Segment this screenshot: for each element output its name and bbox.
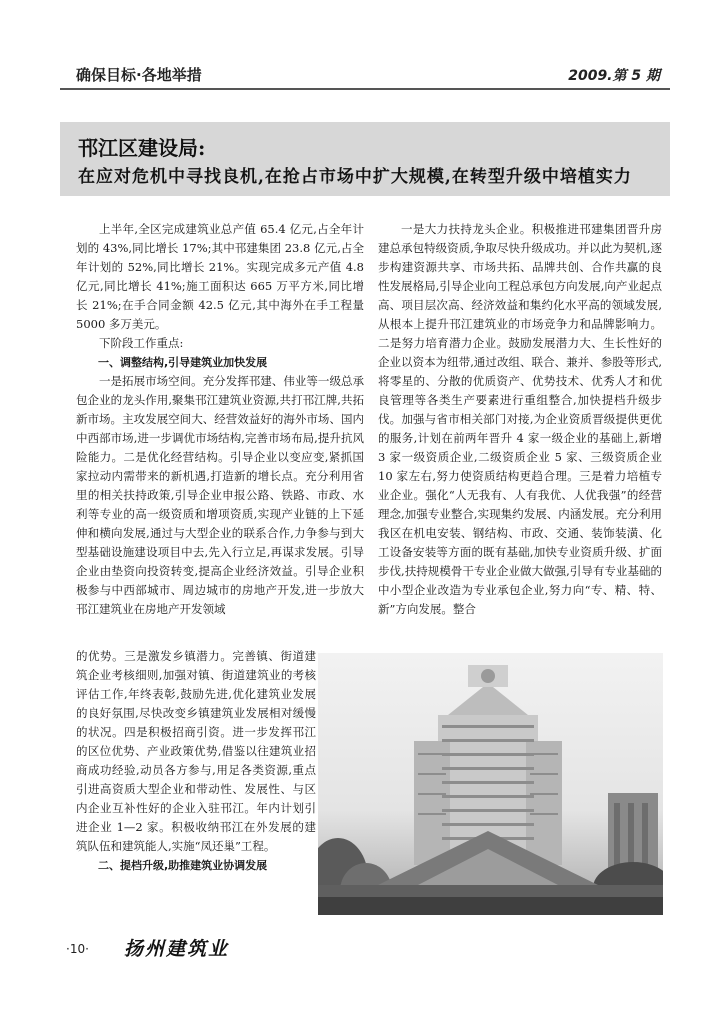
right-column [378,220,662,619]
page-header [60,60,670,90]
page-number: ·10· [66,942,89,956]
paragraph: 下阶段工作重点: [99,336,184,350]
article-subtitle: 在应对危机中寻找良机,在抢占市场中扩大规模,在转型升级中培植实力 [78,167,632,187]
paragraph: 一是大力扶持龙头企业。积极推进邗建集团晋升房建总承包特级资质,争取尽快升级成功。并以此为契机,逐步构建资源共享、市场共拓、品牌共创、合作共赢的良性发展格局,引导企业向工程总承包方向发展,向产业起点高、项目层次高、经济效益和集约化水平高的领域发展,从根本上提升邗江建筑业的市场竞争力和品牌影响力。二是努力培育潜力企业。鼓励发展潜力大、生长性好的企业以资本为纽带,通过改组、联合、兼并、参股等形式,将零星的、分散的优质资产、优势技术、优秀人才和优良管理等各类生产要素进行重组整合,加快提档升级步伐。加强与省市相关部门对接,为企业资质晋级提供更优的服务,计划在前两年晋升 4 家一级企业的基础上,新增 3 家一级资质企业,二级资质企业 5 家、三级资质企业 10 家左右,努力使资质结构更趋合理。三是着力培植专业企业。强化“人无我有、人有我优、人优我强”的经营理念,加强专业整合,实现集约发展、内涵发展。充分利用我区在机电安装、钢结构、市政、交通、装饰装潢、化工设备安装等方面的既有基础,加快专业资质升级、扩面步伐,扶持规模骨干专业企业做大做强,引导有专业基础的中小型企业改造为专业承包企业,努力向“专、精、特、新”方向发展。整合 [378,222,662,616]
left-column-continued [76,647,316,875]
section-heading: 一、调整结构,引导建筑业加快发展 [98,356,268,369]
section-heading: 二、提档升级,助推建筑业协调发展 [98,859,268,872]
paragraph: 一是拓展市场空间。充分发挥邗建、伟业等一级总承包企业的龙头作用,聚集邗江建筑业资源,共打邗江牌,共拓新市场。主攻发展空间大、经营效益好的海外市场、国内中西部市场,进一步调优市场结构,完善市场布局,提升抗风险能力。二是优化经营结构。引导企业以变应变,紧抓国家拉动内需带来的新机遇,打造新的增长点。充分利用省里的相关扶持政策,引导企业申报公路、铁路、市政、水利等专业的高一级资质和增项资质,实现产业链的上下延伸和横向发展,通过与大型企业的联系合作,力争参与到大型基础设施建设项目中去,先入行立足,再谋求发展。引导企业由垫资向投资转变,提高企业经济效益。引导企业积极参与中西部城市、周边城市的房地产开发,进一步放大邗江建筑业在房地产开发领域 [76,374,364,616]
issue-label: 2009.第 5 期 [568,68,660,84]
article-title: 邗江区建设局: [78,136,206,160]
article-title-box [60,122,670,196]
paragraph: 的优势。三是激发乡镇潜力。完善镇、街道建筑企业考核细则,加强对镇、街道建筑业的考核评估工作,年终表彰,鼓励先进,优化建筑业发展的良好氛围,尽快改变乡镇建筑业发展相对缓慢的状况。四是积极招商引资。进一步发挥邗江的区位优势、产业政策优势,借鉴以往建筑业招商成功经验,动员各方参与,用足各类资源,重点引进高资质大型企业和带动性、发展性、与区内企业互补性好的企业入驻邗江。年内计划引进企业 1—2 家。积极收纳邗江在外发展的建筑队伍和建筑能人,实施“凤还巢”工程。 [76,649,316,853]
left-column [76,220,364,619]
section-label: 确保目标·各地举措 [76,66,202,84]
magazine-logo: 扬州建筑业 [124,938,230,960]
paragraph: 上半年,全区完成建筑业总产值 65.4 亿元,占全年计划的 43%,同比增长 17%;其中邗建集团 23.8 亿元,占全年计划的 52%,同比增长 21%。实现完成多元产值 4.8 亿元,同比增长 41%;施工面积达 665 万平方米,同比增长 21%;在手合同金额 42.5 亿元,其中海外在手工程量 5000 多万美元。 [76,222,364,331]
building-photo [318,653,663,915]
